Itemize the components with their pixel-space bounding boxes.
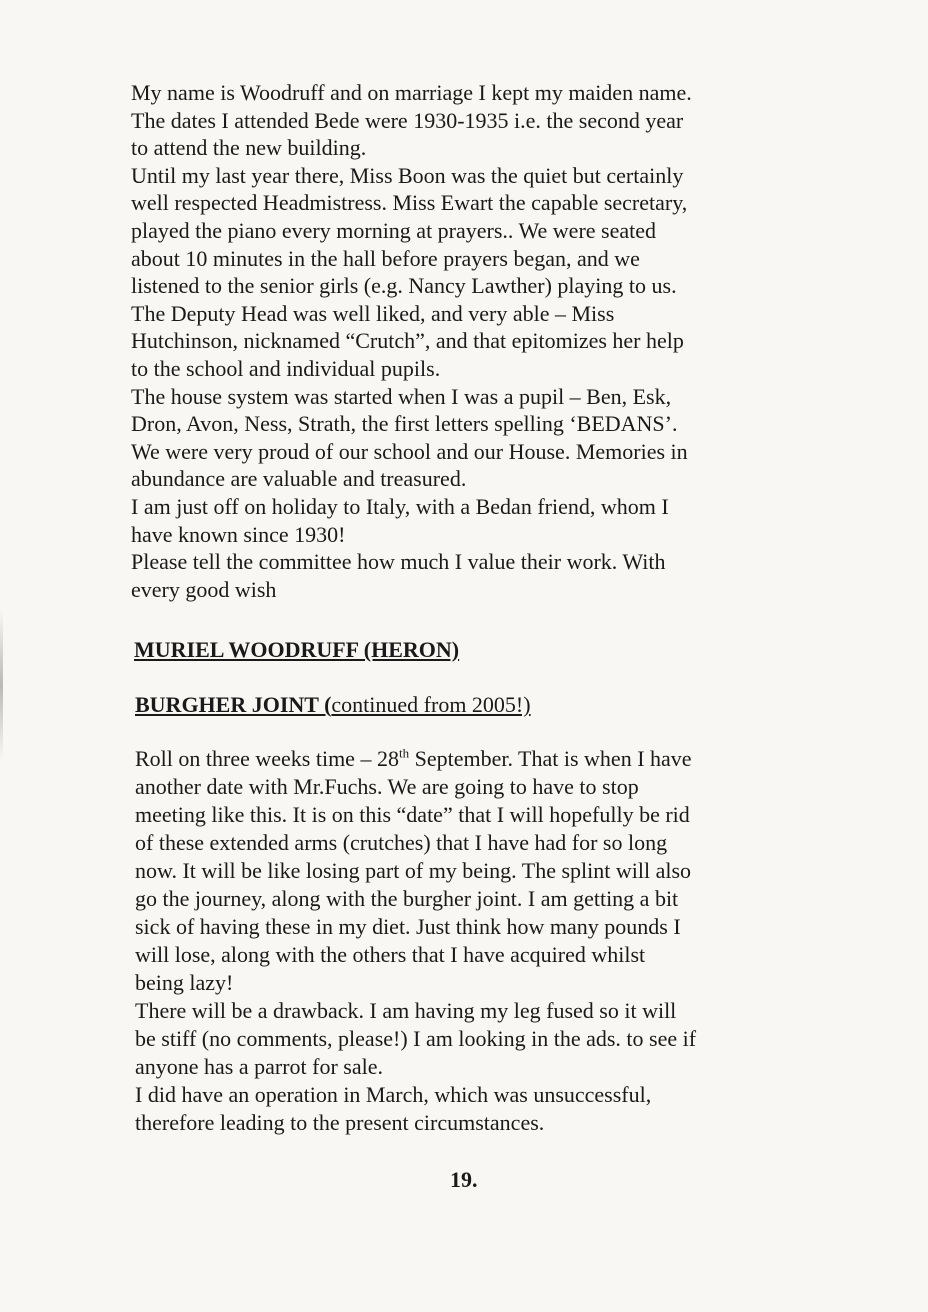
article-line-end: September. That is when I have [409, 746, 692, 771]
article-line: go the journey, along with the burgher joint. I am getting a bit [135, 886, 679, 911]
scan-edge-mark [0, 610, 3, 760]
article-line: will lose, along with the others that I have acquired whilst [135, 942, 646, 967]
letter-line: My name is Woodruff and on marriage I kept my maiden name. [131, 80, 692, 105]
letter-line: Hutchinson, nicknamed “Crutch”, and that epitomizes her help [131, 328, 684, 354]
letter-line: about 10 minutes in the hall before prayers began, and we [131, 245, 640, 271]
article-title-rest: continued from 2005!) [331, 692, 531, 717]
letter-line: every good wish [131, 576, 277, 602]
letter-signature: MURIEL WOODRUFF (HERON) [134, 637, 460, 662]
article-line: of these extended arms (crutches) that I have had for so long [135, 830, 668, 855]
article-line [135, 745, 815, 773]
letter-line: Until my last year there, Miss Boon was the quiet but certainly [131, 162, 684, 188]
article-title-bold: BURGHER JOINT ( [135, 692, 332, 717]
article-line-start: Roll on three weeks time – 28 [135, 746, 399, 771]
letter-line: Please tell the committee how much I value their work. With [131, 549, 666, 575]
article-line: I did have an operation in March, which was unsuccessful, [135, 1082, 652, 1107]
letter-line: The dates I attended Bede were 1930-1935 i.e. the second year [131, 107, 684, 133]
article-line: another date with Mr.Fuchs. We are going to have to stop [135, 774, 639, 799]
letter-line: I am just off on holiday to Italy, with a Bedan friend, whom I [131, 493, 669, 519]
article-line: now. It will be like losing part of my being. The splint will also [135, 858, 692, 883]
article-line: sick of having these in my diet. Just think how many pounds I [135, 914, 681, 939]
letter-line: The Deputy Head was well liked, and very able – Miss [131, 300, 615, 326]
article-line: therefore leading to the present circumstances. [135, 1110, 545, 1135]
article-title [135, 692, 531, 718]
letter-line: Dron, Avon, Ness, Strath, the first letters spelling ‘BEDANS’. [131, 411, 678, 437]
article-line: anyone has a parrot for sale. [135, 1054, 384, 1079]
letter-line: The house system was started when I was a pupil – Ben, Esk, [131, 383, 672, 409]
ordinal-suffix: th [398, 745, 410, 761]
article-line: be stiff (no comments, please!) I am looking in the ads. to see if [135, 1026, 697, 1051]
page-number: 19. [450, 1167, 478, 1192]
article-line: There will be a drawback. I am having my leg fused so it will [135, 998, 677, 1023]
letter-line: well respected Headmistress. Miss Ewart the capable secretary, [131, 190, 688, 216]
letter-line: abundance are valuable and treasured. [131, 466, 467, 492]
letter-line: We were very proud of our school and our House. Memories in [131, 438, 688, 464]
letter-line: to attend the new building. [131, 135, 367, 161]
letter-line: to the school and individual pupils. [131, 355, 441, 381]
article-line: meeting like this. It is on this “date” that I will hopefully be rid [135, 802, 690, 827]
letter-line: have known since 1930! [131, 521, 346, 547]
article-body [135, 745, 815, 1137]
article-line: being lazy! [135, 970, 234, 995]
letter-body [131, 79, 811, 603]
letter-line: listened to the senior girls (e.g. Nancy Lawther) playing to us. [131, 273, 677, 299]
letter-line: played the piano every morning at prayers.. We were seated [131, 217, 657, 243]
